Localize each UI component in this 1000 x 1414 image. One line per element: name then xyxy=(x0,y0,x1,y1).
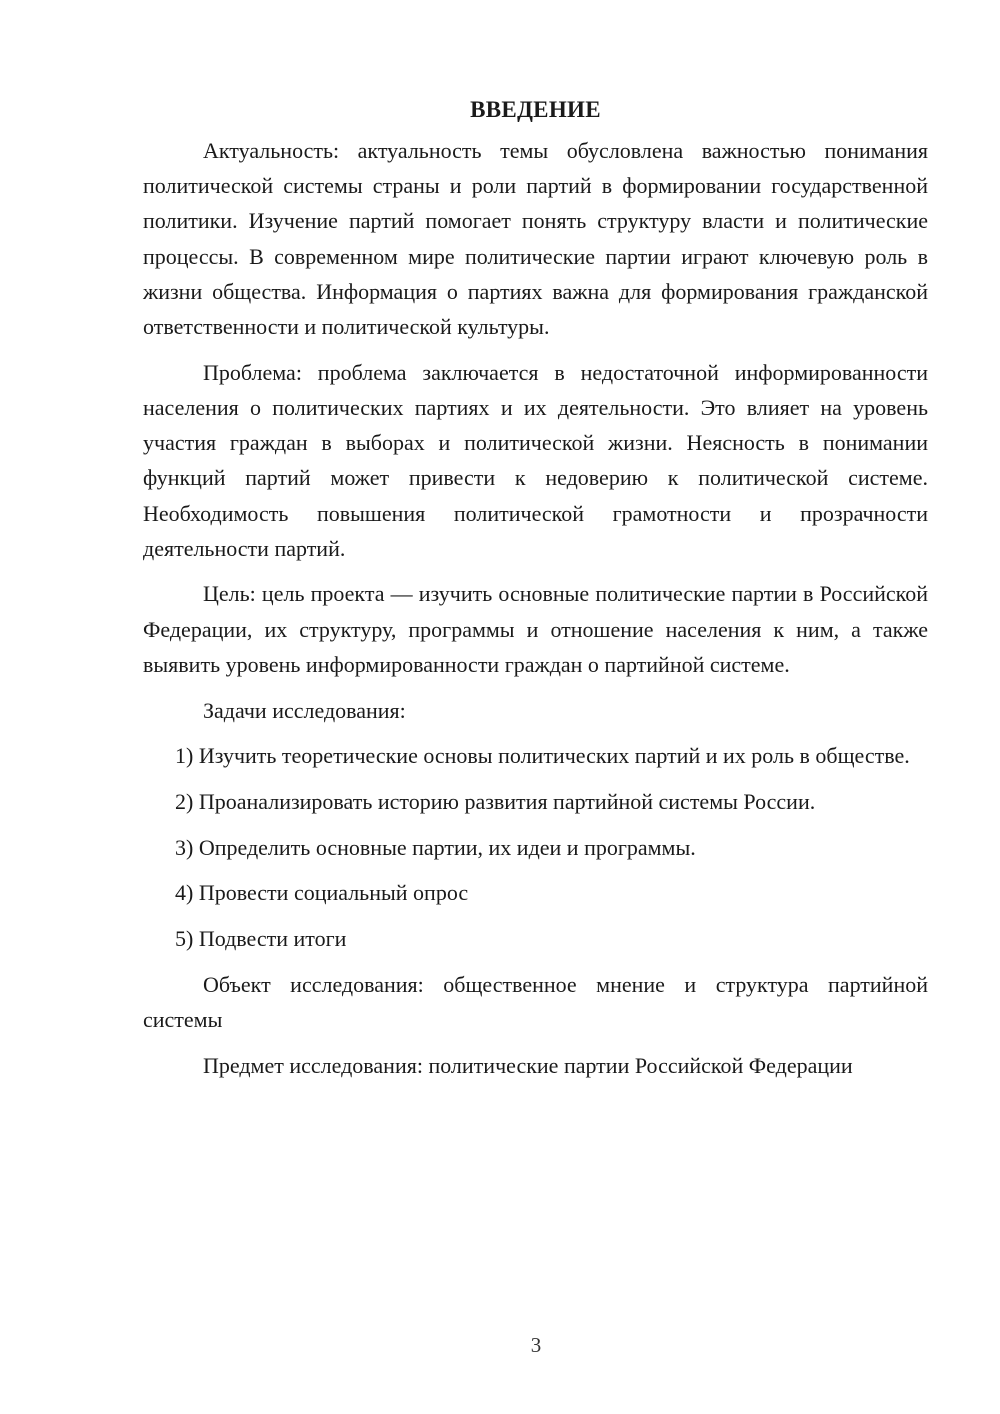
task-item-1: 1) Изучить теоретические основы политических партий и их роль в обществе. xyxy=(175,743,910,769)
problem-paragraph: Проблема: проблема заключается в недостаточной информированности населения о политических партиях и их деятельности. Это влияет на уровень участия граждан в выборах и политической жизни. Неясность в понимании функций партий может привести к недоверию к политической системе. Необходимость повышения политической грамотности и прозрачности деятельности партий. xyxy=(143,359,928,561)
goal-paragraph: Цель: цель проекта — изучить основные политические партии в Российской Федерации, их структуру, программы и отношение населения к ним, а также выявить уровень информированности граждан о партийной системе. xyxy=(143,581,928,677)
task-item-4: 4) Провести социальный опрос xyxy=(175,880,469,906)
task-item-3: 3) Определить основные партии, их идеи и программы. xyxy=(175,834,696,860)
object-paragraph: Объект исследования: общественное мнение и структура партийной системы xyxy=(143,971,928,1032)
relevance-paragraph: Актуальность: актуальность темы обусловлена важностью понимания политической системы страны и роли партий в формировании государственной политики. Изучение партий помогает понять структуру власти и политические процессы. В современном мире политические партии играют ключевую роль в жизни общества. Информация о партиях важна для формирования гражданской ответственности и политической культуры. xyxy=(143,138,928,340)
task-item-5: 5) Подвести итоги xyxy=(175,926,347,952)
document-page xyxy=(143,92,928,1093)
page-number: 3 xyxy=(530,1333,542,1357)
task-item-2: 2) Проанализировать историю развития партийной системы России. xyxy=(175,788,816,814)
section-title: ВВЕДЕНИЕ xyxy=(470,97,601,122)
tasks-heading: Задачи исследования: xyxy=(203,697,406,723)
subject-paragraph: Предмет исследования: политические партии Российской Федерации xyxy=(203,1052,853,1078)
